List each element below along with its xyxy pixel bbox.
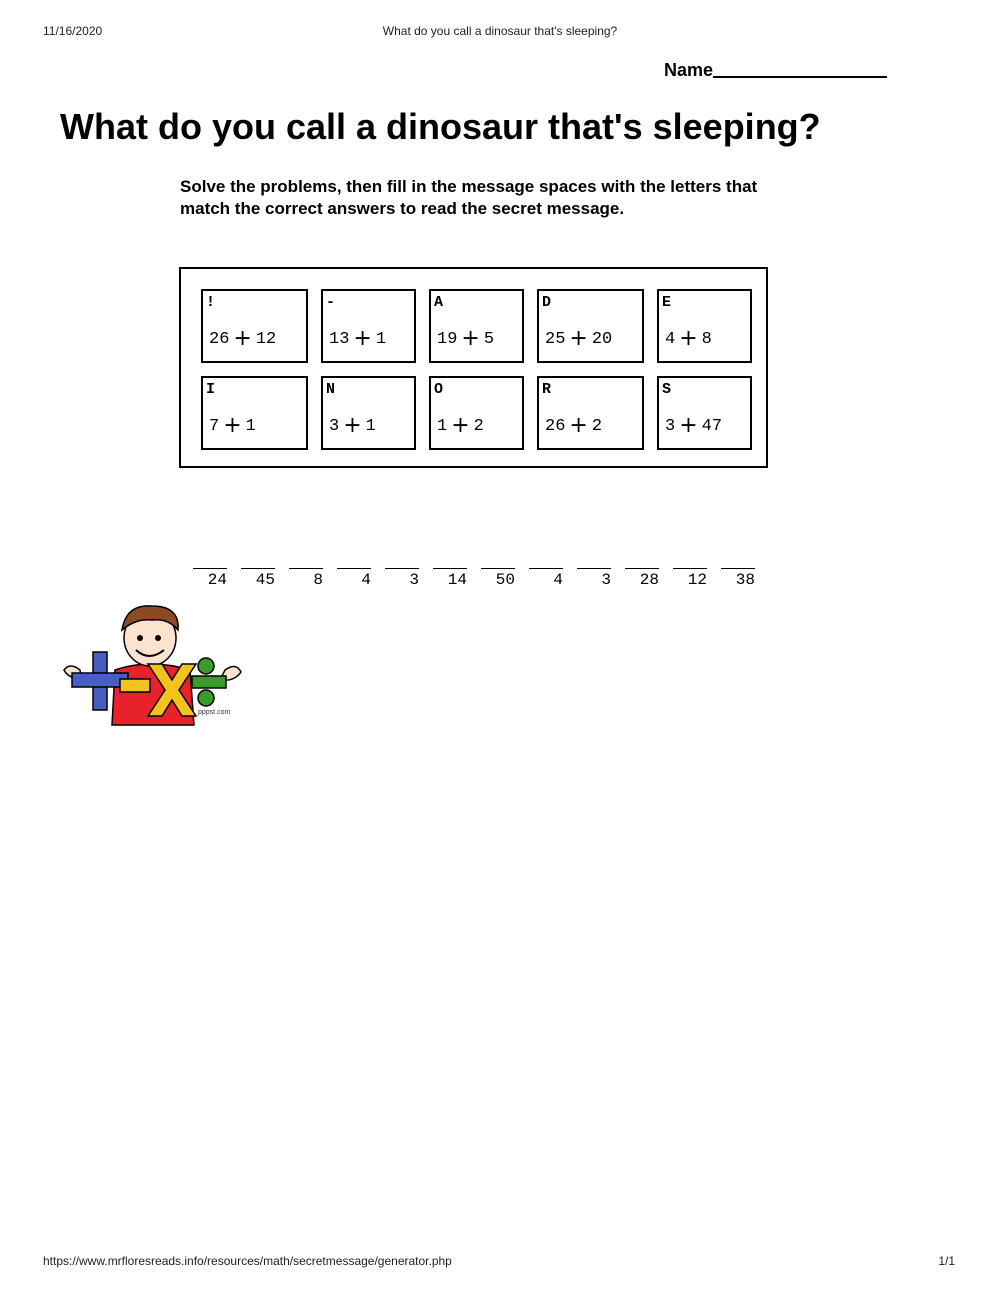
plus-sign: + [679, 413, 698, 438]
message-slot[interactable] [433, 556, 467, 590]
svg-text:pppst.com: pppst.com [198, 709, 231, 716]
message-slot[interactable] [241, 556, 275, 590]
addend-a: 26 [545, 417, 566, 436]
code-letter: N [326, 381, 336, 398]
addend-b: 1 [375, 330, 387, 349]
code-letter: - [326, 294, 336, 311]
code-key-cell [201, 376, 308, 450]
letter-blank[interactable] [289, 568, 323, 569]
code-letter: D [542, 294, 552, 311]
addition-problem [545, 413, 602, 438]
addend-a: 7 [209, 417, 220, 436]
plus-sign: + [353, 326, 372, 351]
code-key-box [179, 267, 768, 468]
message-slot[interactable] [673, 556, 707, 590]
addend-b: 5 [483, 330, 495, 349]
addend-b: 47 [701, 417, 723, 436]
plus-sign: + [233, 326, 252, 351]
math-kid-clipart [60, 600, 245, 728]
code-letter: O [434, 381, 444, 398]
code-letter: ! [206, 294, 216, 311]
message-number: 4 [553, 571, 563, 589]
message-number: 4 [361, 571, 371, 589]
code-key-cell [657, 376, 752, 450]
message-number: 24 [207, 571, 227, 589]
letter-blank[interactable] [721, 568, 755, 569]
print-date: 11/16/2020 [43, 24, 103, 38]
addend-a: 19 [437, 330, 458, 349]
code-letter: E [662, 294, 672, 311]
letter-blank[interactable] [385, 568, 419, 569]
print-footer-url: https://www.mrfloresreads.info/resources/math/secretmessage/generator.php [43, 1254, 452, 1268]
code-letter: S [662, 381, 672, 398]
message-number: 8 [313, 571, 323, 589]
plus-sign: + [451, 413, 470, 438]
message-number: 50 [495, 571, 515, 589]
code-key-cell [321, 376, 416, 450]
name-label: Name [664, 60, 714, 80]
letter-blank[interactable] [625, 568, 659, 569]
addend-b: 20 [591, 330, 613, 349]
message-slot[interactable] [385, 556, 419, 590]
code-key-cell [201, 289, 308, 363]
addition-problem [665, 413, 722, 438]
message-slot[interactable] [193, 556, 227, 590]
letter-blank[interactable] [193, 568, 227, 569]
message-number: 14 [447, 571, 467, 589]
addition-problem [437, 326, 494, 351]
addend-a: 3 [665, 417, 676, 436]
code-key-cell [537, 289, 644, 363]
message-number: 3 [601, 571, 611, 589]
addend-b: 1 [365, 417, 376, 436]
letter-blank[interactable] [241, 568, 275, 569]
addition-problem [329, 326, 386, 351]
addend-b: 2 [591, 417, 603, 436]
letter-blank[interactable] [481, 568, 515, 569]
message-slot[interactable] [625, 556, 659, 590]
letter-blank[interactable] [337, 568, 371, 569]
page-title: What do you call a dinosaur that's sleeping? [60, 106, 821, 147]
addend-a: 1 [437, 417, 448, 436]
plus-sign: + [223, 413, 242, 438]
plus-sign: + [569, 413, 588, 438]
addend-b: 8 [701, 330, 712, 349]
addend-a: 25 [545, 330, 566, 349]
print-page-number: 1/1 [938, 1254, 955, 1268]
message-slot[interactable] [289, 556, 323, 590]
message-number: 3 [409, 571, 419, 589]
code-letter: R [542, 381, 552, 398]
addend-a: 26 [209, 330, 230, 349]
instructions: Solve the problems, then fill in the message spaces with the letters that match the correct answers to read the secret message. [180, 177, 758, 218]
message-slot[interactable] [721, 556, 755, 590]
plus-sign: + [343, 413, 362, 438]
letter-blank[interactable] [433, 568, 467, 569]
code-key-cell [429, 376, 524, 450]
addition-problem [545, 326, 612, 351]
addend-b: 2 [473, 417, 484, 436]
print-header-title: What do you call a dinosaur that's sleeping? [382, 24, 618, 38]
message-slot[interactable] [481, 556, 515, 590]
addition-problem [437, 413, 484, 438]
name-blank[interactable] [713, 58, 887, 78]
code-letter: I [206, 381, 216, 398]
message-number: 38 [735, 571, 755, 589]
message-slot[interactable] [337, 556, 371, 590]
plus-sign: + [569, 326, 588, 351]
message-slot[interactable] [577, 556, 611, 590]
code-key-cell [657, 289, 752, 363]
addend-b: 12 [255, 330, 277, 349]
message-number: 45 [255, 571, 275, 589]
addend-b: 1 [245, 417, 256, 436]
addition-problem [209, 326, 276, 351]
name-field[interactable] [664, 58, 887, 81]
code-letter: A [434, 294, 444, 311]
addend-a: 3 [329, 417, 340, 436]
code-key-cell [429, 289, 524, 363]
addition-problem [665, 326, 712, 351]
addend-a: 4 [665, 330, 676, 349]
letter-blank[interactable] [673, 568, 707, 569]
addition-problem [209, 413, 256, 438]
message-number: 12 [687, 571, 707, 589]
message-number: 28 [639, 571, 659, 589]
code-key-cell [321, 289, 416, 363]
addend-a: 13 [329, 330, 350, 349]
message-slot[interactable] [529, 556, 563, 590]
addition-problem [329, 413, 376, 438]
code-key-cell [537, 376, 644, 450]
plus-sign: + [461, 326, 480, 351]
letter-blank[interactable] [529, 568, 563, 569]
plus-sign: + [679, 326, 698, 351]
letter-blank[interactable] [577, 568, 611, 569]
